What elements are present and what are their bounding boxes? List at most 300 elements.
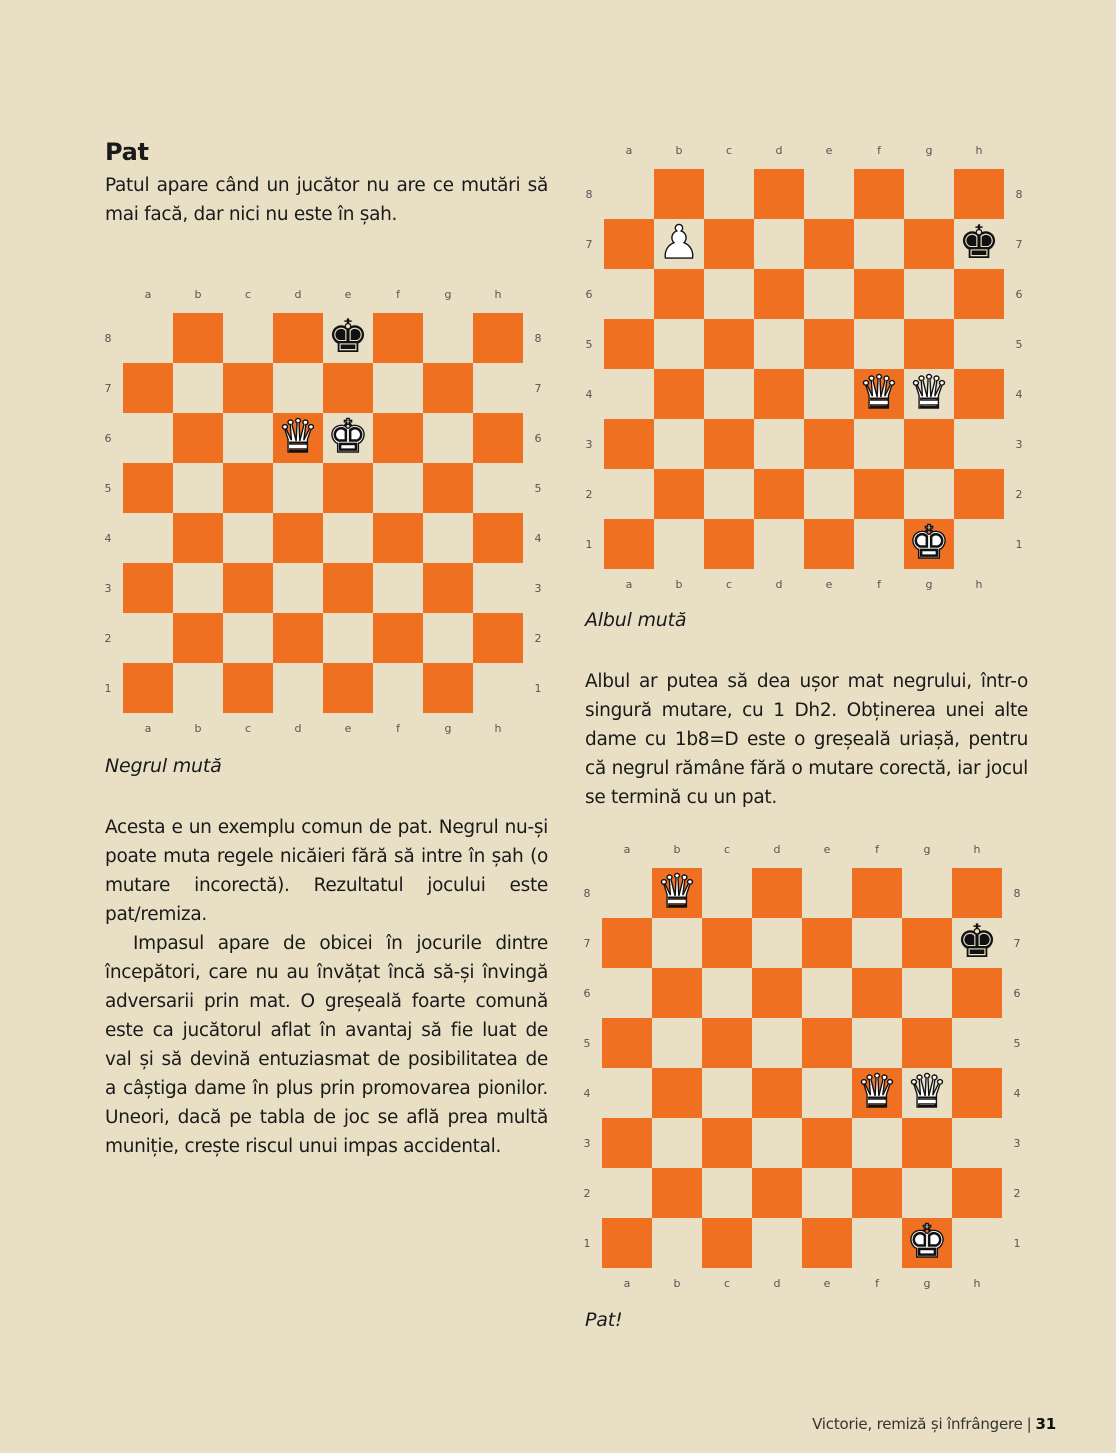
square-c1 [223,663,273,713]
square-a2 [123,613,173,663]
rank-label-6-right: 6 [534,432,542,445]
square-h2 [952,1168,1002,1218]
file-label-c-top: c [725,144,733,157]
square-e4 [323,513,373,563]
rank-label-5-left: 5 [583,1037,591,1050]
square-c2 [704,469,754,519]
square-a6 [123,413,173,463]
file-label-g-bottom: g [925,578,933,591]
white-king-icon: ♚ [908,515,950,569]
rank-label-6-left: 6 [585,288,593,301]
file-label-e-top: e [344,288,352,301]
square-h4 [954,369,1004,419]
file-label-a-bottom: a [623,1277,631,1290]
square-e2 [802,1168,852,1218]
square-d6 [752,968,802,1018]
square-c4 [702,1068,752,1118]
square-c4 [704,369,754,419]
rank-label-2-right: 2 [1015,488,1023,501]
square-e3 [802,1118,852,1168]
square-f3 [852,1118,902,1168]
square-e1 [802,1218,852,1268]
file-label-h-top: h [975,144,983,157]
rank-label-7-left: 7 [583,937,591,950]
square-f7 [373,363,423,413]
chapter-title: Victorie, remiză și înfrângere [812,1415,1023,1433]
square-g8 [904,169,954,219]
square-a2 [604,469,654,519]
square-e5 [804,319,854,369]
page-number: 31 [1035,1415,1056,1433]
rank-label-1-right: 1 [534,682,542,695]
file-label-d-bottom: d [294,722,302,735]
rank-label-3-right: 3 [1015,438,1023,451]
square-d4 [752,1068,802,1118]
square-f7 [854,219,904,269]
square-f6 [852,968,902,1018]
square-g7 [423,363,473,413]
intro-paragraph: Patul apare când un jucător nu are ce mutări să mai facă, dar nici nu este în șah. [105,175,548,225]
square-g6 [904,269,954,319]
square-c3 [223,563,273,613]
square-a6 [604,269,654,319]
square-e2 [804,469,854,519]
square-h6 [473,413,523,463]
rank-label-8-left: 8 [104,332,112,345]
square-h4 [952,1068,1002,1118]
square-d2 [273,613,323,663]
square-b2 [654,469,704,519]
rank-label-4-right: 4 [1015,388,1023,401]
square-a4 [123,513,173,563]
file-label-f-bottom: f [877,578,881,591]
square-c6 [702,968,752,1018]
caption-albul-muta: Albul mută [585,609,687,631]
square-e3 [323,563,373,613]
square-d2 [754,469,804,519]
square-f8 [373,313,423,363]
square-b7 [173,363,223,413]
file-label-b-bottom: b [194,722,202,735]
white-queen-icon: ♛ [858,365,900,419]
square-b5 [652,1018,702,1068]
file-label-c-bottom: c [244,722,252,735]
square-f5 [373,463,423,513]
square-a2 [602,1168,652,1218]
square-b6 [173,413,223,463]
square-h8 [954,169,1004,219]
white-queen-icon: ♛ [856,1064,898,1118]
rank-label-6-left: 6 [104,432,112,445]
square-b5 [654,319,704,369]
file-label-e-bottom: e [344,722,352,735]
file-label-e-top: e [825,144,833,157]
square-f4 [373,513,423,563]
square-h3 [954,419,1004,469]
square-g3 [902,1118,952,1168]
file-label-h-bottom: h [973,1277,981,1290]
rank-label-1-left: 1 [585,538,593,551]
square-f8 [854,169,904,219]
rank-label-6-right: 6 [1013,987,1021,1000]
square-h5 [473,463,523,513]
square-d8 [273,313,323,363]
white-king-icon: ♚ [906,1214,948,1268]
square-a8 [123,313,173,363]
board-albul-muta [585,144,1023,591]
file-label-e-bottom: e [823,1277,831,1290]
square-e5 [802,1018,852,1068]
square-d5 [273,463,323,513]
file-label-b-top: b [673,843,681,856]
square-c8 [704,169,754,219]
square-a5 [602,1018,652,1068]
square-d3 [273,563,323,613]
square-h1 [952,1218,1002,1268]
square-h7 [473,363,523,413]
square-f1 [852,1218,902,1268]
file-label-a-top: a [625,144,633,157]
body-paragraph-1: Acesta e un exemplu comun de pat. Negrul nu-și poate muta regele nicăieri fără să intre în șah (o mutare incorectă). Rezultatul jocului este pat/remiza. [105,817,548,925]
square-a6 [602,968,652,1018]
square-h4 [473,513,523,563]
square-h1 [473,663,523,713]
square-g5 [902,1018,952,1068]
file-label-f-bottom: f [396,722,400,735]
rank-label-7-right: 7 [1015,238,1023,251]
square-g1 [423,663,473,713]
square-a8 [604,169,654,219]
rank-label-1-right: 1 [1013,1237,1021,1250]
square-a5 [123,463,173,513]
rank-label-4-left: 4 [104,532,112,545]
rank-label-3-left: 3 [585,438,593,451]
rank-label-2-left: 2 [583,1187,591,1200]
rank-label-5-right: 5 [1015,338,1023,351]
file-label-b-bottom: b [675,578,683,591]
white-king-icon: ♚ [327,409,369,463]
square-g5 [904,319,954,369]
rank-label-1-left: 1 [104,682,112,695]
rank-label-6-right: 6 [1015,288,1023,301]
board-negrul-muta [104,288,542,735]
file-label-b-bottom: b [673,1277,681,1290]
rank-label-8-right: 8 [1013,887,1021,900]
square-b3 [652,1118,702,1168]
square-b3 [654,419,704,469]
square-c5 [702,1018,752,1068]
square-a5 [604,319,654,369]
square-h8 [952,868,1002,918]
square-g5 [423,463,473,513]
square-e6 [804,269,854,319]
rank-label-8-left: 8 [585,188,593,201]
square-d1 [273,663,323,713]
square-g3 [423,563,473,613]
square-a1 [604,519,654,569]
rank-label-2-left: 2 [104,632,112,645]
rank-label-7-right: 7 [1013,937,1021,950]
rank-label-5-left: 5 [585,338,593,351]
square-g8 [423,313,473,363]
square-d6 [754,269,804,319]
square-a8 [602,868,652,918]
rank-label-3-left: 3 [583,1137,591,1150]
square-g7 [902,918,952,968]
square-h3 [473,563,523,613]
section-heading: Pat [105,138,149,166]
square-a7 [123,363,173,413]
file-label-g-top: g [925,144,933,157]
square-c5 [704,319,754,369]
square-g2 [902,1168,952,1218]
rank-label-1-right: 1 [1015,538,1023,551]
square-g3 [904,419,954,469]
square-c8 [223,313,273,363]
rank-label-3-right: 3 [534,582,542,595]
rank-label-5-right: 5 [1013,1037,1021,1050]
square-f8 [852,868,902,918]
square-c8 [702,868,752,918]
file-label-h-top: h [973,843,981,856]
rank-label-3-left: 3 [104,582,112,595]
square-d4 [754,369,804,419]
square-d1 [752,1218,802,1268]
square-g6 [902,968,952,1018]
file-label-a-bottom: a [144,722,152,735]
square-a3 [123,563,173,613]
square-d8 [752,868,802,918]
square-e8 [804,169,854,219]
square-b8 [173,313,223,363]
file-label-h-bottom: h [975,578,983,591]
square-b3 [173,563,223,613]
square-c6 [704,269,754,319]
rank-label-8-right: 8 [534,332,542,345]
square-d3 [752,1118,802,1168]
caption-negrul-muta: Negrul mută [105,755,222,777]
square-d4 [273,513,323,563]
square-f2 [373,613,423,663]
square-h5 [954,319,1004,369]
file-label-b-top: b [194,288,202,301]
file-label-d-bottom: d [773,1277,781,1290]
square-c7 [223,363,273,413]
square-a1 [123,663,173,713]
file-label-f-top: f [396,288,400,301]
square-f1 [854,519,904,569]
square-c3 [704,419,754,469]
rank-label-8-left: 8 [583,887,591,900]
file-label-c-top: c [244,288,252,301]
board-pat [583,843,1021,1290]
file-label-f-bottom: f [875,1277,879,1290]
square-b2 [652,1168,702,1218]
square-c7 [702,918,752,968]
rank-label-4-left: 4 [583,1087,591,1100]
square-f5 [854,319,904,369]
file-label-f-top: f [875,843,879,856]
rank-label-4-right: 4 [534,532,542,545]
square-d1 [754,519,804,569]
square-g6 [423,413,473,463]
black-king-icon: ♚ [958,215,1000,269]
square-f1 [373,663,423,713]
square-b7 [652,918,702,968]
square-h2 [954,469,1004,519]
rank-label-1-left: 1 [583,1237,591,1250]
square-c6 [223,413,273,463]
file-label-g-top: g [444,288,452,301]
square-c1 [704,519,754,569]
square-b6 [652,968,702,1018]
body-paragraph-2: Impasul apare de obicei în jocurile dintre începători, care nu au învățat încă să-și învingă adversarii prin mat. O greșeală foarte comună este ca jucătorul aflat în avantaj să fie luat de val și să devină entuziasmat de posibilitatea de a câștiga dame în plus prin promovarea pionilor. Uneori, dacă pe tabla de joc se află prea multă muniție, crește riscul unui impas accidental. [105,933,548,1157]
square-c1 [702,1218,752,1268]
square-b1 [173,663,223,713]
footer-separator: | [1026,1415,1032,1433]
square-h3 [952,1118,1002,1168]
square-c7 [704,219,754,269]
square-d5 [752,1018,802,1068]
square-e4 [802,1068,852,1118]
square-g8 [902,868,952,918]
rank-label-2-left: 2 [585,488,593,501]
square-b8 [654,169,704,219]
square-g2 [904,469,954,519]
rank-label-7-left: 7 [585,238,593,251]
square-e1 [323,663,373,713]
square-f2 [852,1168,902,1218]
page-footer [812,1415,1056,1433]
square-e4 [804,369,854,419]
square-a3 [604,419,654,469]
square-a1 [602,1218,652,1268]
square-e3 [804,419,854,469]
rank-label-6-left: 6 [583,987,591,1000]
rank-label-2-right: 2 [534,632,542,645]
square-g4 [423,513,473,563]
square-d7 [273,363,323,413]
square-e7 [804,219,854,269]
square-h6 [952,968,1002,1018]
file-label-a-top: a [144,288,152,301]
square-c3 [702,1118,752,1168]
square-b5 [173,463,223,513]
square-a7 [604,219,654,269]
file-label-d-bottom: d [775,578,783,591]
square-h1 [954,519,1004,569]
black-king-icon: ♚ [956,914,998,968]
square-d2 [752,1168,802,1218]
square-h5 [952,1018,1002,1068]
rank-label-4-left: 4 [585,388,593,401]
file-label-e-top: e [823,843,831,856]
square-f7 [852,918,902,968]
white-queen-icon: ♛ [656,864,698,918]
square-b6 [654,269,704,319]
file-label-a-bottom: a [625,578,633,591]
square-e8 [802,868,852,918]
file-label-g-top: g [923,843,931,856]
rank-label-3-right: 3 [1013,1137,1021,1150]
file-label-b-top: b [675,144,683,157]
file-label-a-top: a [623,843,631,856]
file-label-g-bottom: g [923,1277,931,1290]
square-h2 [473,613,523,663]
square-f5 [852,1018,902,1068]
square-a4 [604,369,654,419]
white-queen-icon: ♛ [277,409,319,463]
square-e5 [323,463,373,513]
rank-label-8-right: 8 [1015,188,1023,201]
square-e7 [802,918,852,968]
square-b2 [173,613,223,663]
square-e6 [802,968,852,1018]
white-pawn-icon: ♟ [658,215,700,269]
file-label-f-top: f [877,144,881,157]
square-c4 [223,513,273,563]
rank-label-5-left: 5 [104,482,112,495]
file-label-h-bottom: h [494,722,502,735]
square-g2 [423,613,473,663]
right-paragraph: Albul ar putea să dea ușor mat negrului, într-o singură mutare, cu 1 Dh2. Obținerea unei alte dame cu 1b8=D este o greșeală uriașă, pentru că negrul rămâne fără o mutare corectă, iar jocul se termină cu un pat. [585,671,1028,808]
square-a3 [602,1118,652,1168]
square-h8 [473,313,523,363]
square-e7 [323,363,373,413]
square-b1 [652,1218,702,1268]
square-d5 [754,319,804,369]
white-queen-icon: ♛ [908,365,950,419]
square-d8 [754,169,804,219]
square-c5 [223,463,273,513]
file-label-c-bottom: c [723,1277,731,1290]
square-f6 [854,269,904,319]
rank-label-2-right: 2 [1013,1187,1021,1200]
file-label-h-top: h [494,288,502,301]
square-d7 [752,918,802,968]
square-e2 [323,613,373,663]
square-f2 [854,469,904,519]
file-label-c-bottom: c [725,578,733,591]
file-label-c-top: c [723,843,731,856]
square-g7 [904,219,954,269]
square-a4 [602,1068,652,1118]
caption-pat: Pat! [585,1309,623,1331]
square-c2 [702,1168,752,1218]
rank-label-7-right: 7 [534,382,542,395]
file-label-d-top: d [294,288,302,301]
square-b4 [652,1068,702,1118]
square-d7 [754,219,804,269]
square-b4 [654,369,704,419]
square-h6 [954,269,1004,319]
file-label-d-top: d [775,144,783,157]
file-label-d-top: d [773,843,781,856]
square-b1 [654,519,704,569]
file-label-g-bottom: g [444,722,452,735]
square-f3 [854,419,904,469]
square-a7 [602,918,652,968]
rank-label-5-right: 5 [534,482,542,495]
white-queen-icon: ♛ [906,1064,948,1118]
square-c2 [223,613,273,663]
square-f6 [373,413,423,463]
file-label-e-bottom: e [825,578,833,591]
rank-label-4-right: 4 [1013,1087,1021,1100]
rank-label-7-left: 7 [104,382,112,395]
black-king-icon: ♚ [327,309,369,363]
square-e1 [804,519,854,569]
